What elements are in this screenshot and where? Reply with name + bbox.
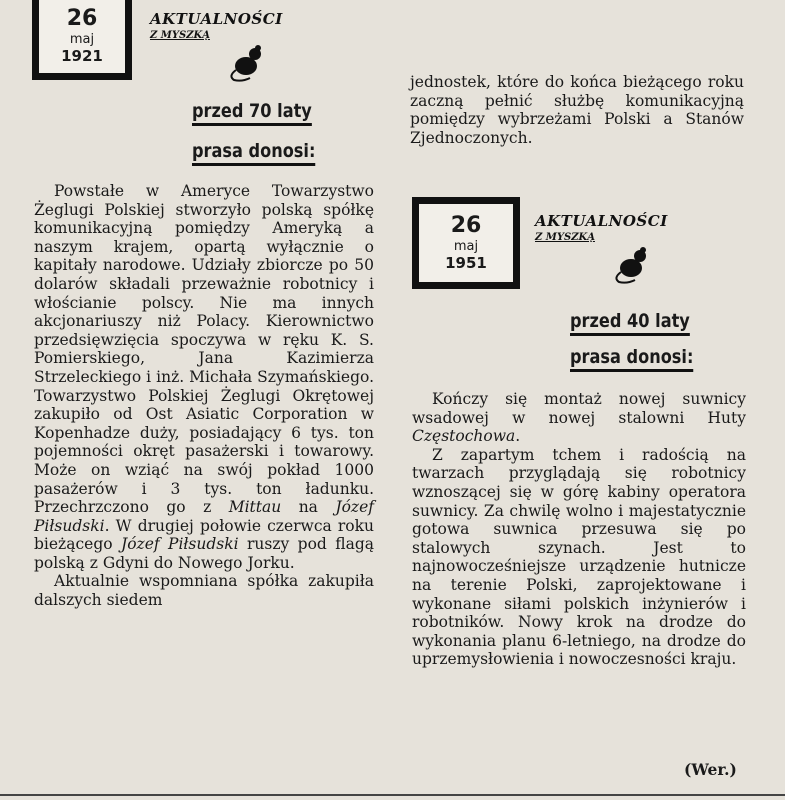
date-box-1921 <box>32 0 132 80</box>
article1-paragraph: Powstałe w Ameryce Towarzystwo Żeglugi Polskiej stworzyło polską spółkę komunikacyjną pomiędzy Ameryką a naszym krajem, opartą wyłącznie o kapitały narodowe. Udziały zbiorcze po 50 dolarów składali przeważnie robotnicy i włościanie polscy. Nie ma innych akcjonariuszy niż Polacy. Kierownictwo przedsięwzięcia spoczywa w ręku K. S. Pomierskiego, Jana Kazimierza Strzeleckiego i inż. Michała Szymańskiego. Towarzystwo Polskiej Żeglugi Okrętowej zakupiło od Ost Asiatic Corporation w Kopenhadze duży, posiadający 6 tys. ton pojemności okręt pasażerski i towarowy. Może on wziąć na swój pokład 1000 pasażerów i 3 tys. ton ładunku. Przechrzczono go z Mittau na Józef Piłsudski. W drugiej połowie czerwca roku bieżącego Józef Piłsudski ruszy pod flagą polską z Gdyni do Nowego Jorku. <box>34 182 375 572</box>
article1-continuation <box>410 73 744 147</box>
date-day: 26 <box>66 6 98 31</box>
date-month: maj <box>69 32 95 47</box>
article1-heading-source: prasa donosi: <box>192 140 315 162</box>
date-year: 1921 <box>61 47 103 65</box>
logo-line1: AKTUALNOŚCI <box>150 10 283 28</box>
article1-paragraph: Aktualnie wspomniana spółka zakupiła dalszych siedem <box>34 572 374 610</box>
date-day: 26 <box>450 213 482 238</box>
column-logo <box>535 212 668 287</box>
mouse-icon <box>228 42 268 82</box>
article2-signature: (Wer.) <box>684 760 737 779</box>
article1-heading-date: przed 70 laty <box>192 100 312 122</box>
logo-line2: Z MYSZKĄ <box>150 30 210 41</box>
article1-body <box>34 182 374 610</box>
date-box-1951 <box>412 197 520 289</box>
logo-line2: Z MYSZKĄ <box>535 232 595 243</box>
logo-line1: AKTUALNOŚCI <box>535 212 668 230</box>
article1-paragraph: jednostek, które do końca bieżącego roku zaczną pełnić służbę komunikacyjną pomiędzy wybrzeżami Polski a Stanów Zjednoczonych. <box>410 73 744 147</box>
bottom-rule <box>0 794 785 796</box>
article2-body <box>412 390 746 669</box>
article2-heading-date: przed 40 laty <box>570 310 690 332</box>
article2-paragraph: Kończy się montaż nowej suwnicy wsadowej w nowej stalowni Huty Częstochowa. <box>412 390 746 446</box>
column-logo <box>150 10 283 85</box>
date-month: maj <box>453 239 479 254</box>
article2-heading-source: prasa donosi: <box>570 346 693 368</box>
article2-paragraph: Z zapartym tchem i radością na twarzach przyglądają się robotnicy wznoszącej się w górę kabiny operatora suwnicy. Za chwilę wolno i majestatycznie gotowa suwnica przesuwa się po stalowych szynach. Jest to najnowocześniejsze urządzenie hutnicze na terenie Polski, zaprojektowane i wykonane siłami polskich inżynierów i robotników. Nowy krok na drodze do wykonania planu 6-letniego, na drodze do uprzemysłowienia i nowoczesności kraju. <box>412 445 746 669</box>
mouse-icon <box>613 244 653 284</box>
date-year: 1951 <box>445 254 487 272</box>
